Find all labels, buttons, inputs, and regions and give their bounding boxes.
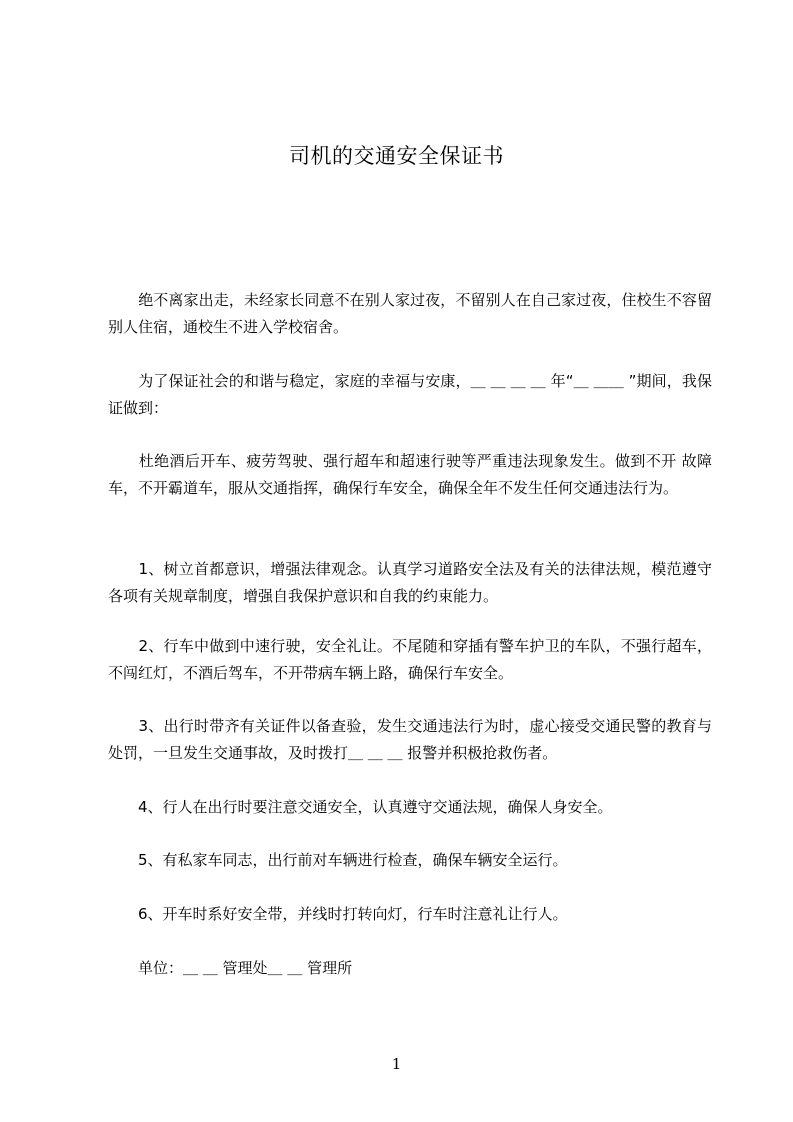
paragraph-item-6: 6、开车时系好安全带，并线时打转向灯，行车时注意礼让行人。 [108, 905, 568, 923]
document-title: 司机的交通安全保证书 [289, 144, 504, 168]
paragraph-item-4: 4、行人在出行时要注意交通安全，认真遵守交通法规，确保人身安全。 [108, 798, 613, 816]
signature-unit-line: 单位：＿ ＿ 管理处＿ ＿ 管理所 [108, 959, 353, 977]
paragraph-no-drunk-driving: 杜绝酒后开车、疲劳驾驶、强行超车和超速行驶等严重违法现象发生。做到不开 故障车，不开霸道车，服从交通指挥，确保行车安全，确保全年不发生任何交通违法行为。 [108, 452, 712, 497]
paragraph-item-1: 1、树立首都意识，增强法律观念。认真学习道路安全法及有关的法律法规，模范遵守各项有关规章制度，增强自我保护意识和自我的约束能力。 [108, 560, 712, 605]
paragraph-item-5: 5、有私家车同志，出行前对车辆进行检查，确保车辆安全运行。 [108, 851, 568, 869]
paragraph-item-2: 2、行车中做到中速行驶，安全礼让。不尾随和穿插有警车护卫的车队，不强行超车，不闯红灯，不酒后驾车，不开带病车辆上路，确保行车安全。 [108, 637, 712, 682]
paragraph-intro-pledge: 为了保证社会的和谐与稳定，家庭的幸福与安康，＿ ＿ ＿ ＿ 年“＿ ＿＿ ”期间，我保证做到： [108, 372, 712, 417]
paragraph-dormitory: 绝不离家出走，未经家长同意不在别人家过夜，不留别人在自己家过夜，住校生不容留别人住宿，通校生不进入学校宿舍。 [108, 291, 712, 336]
paragraph-item-3: 3、出行时带齐有关证件以备查验，发生交通违法行为时，虚心接受交通民警的教育与处罚，一旦发生交通事故，及时拨打＿ ＿ ＿ 报警并积极抢救伤者。 [108, 717, 712, 762]
page-number: 1 [391, 1055, 402, 1073]
